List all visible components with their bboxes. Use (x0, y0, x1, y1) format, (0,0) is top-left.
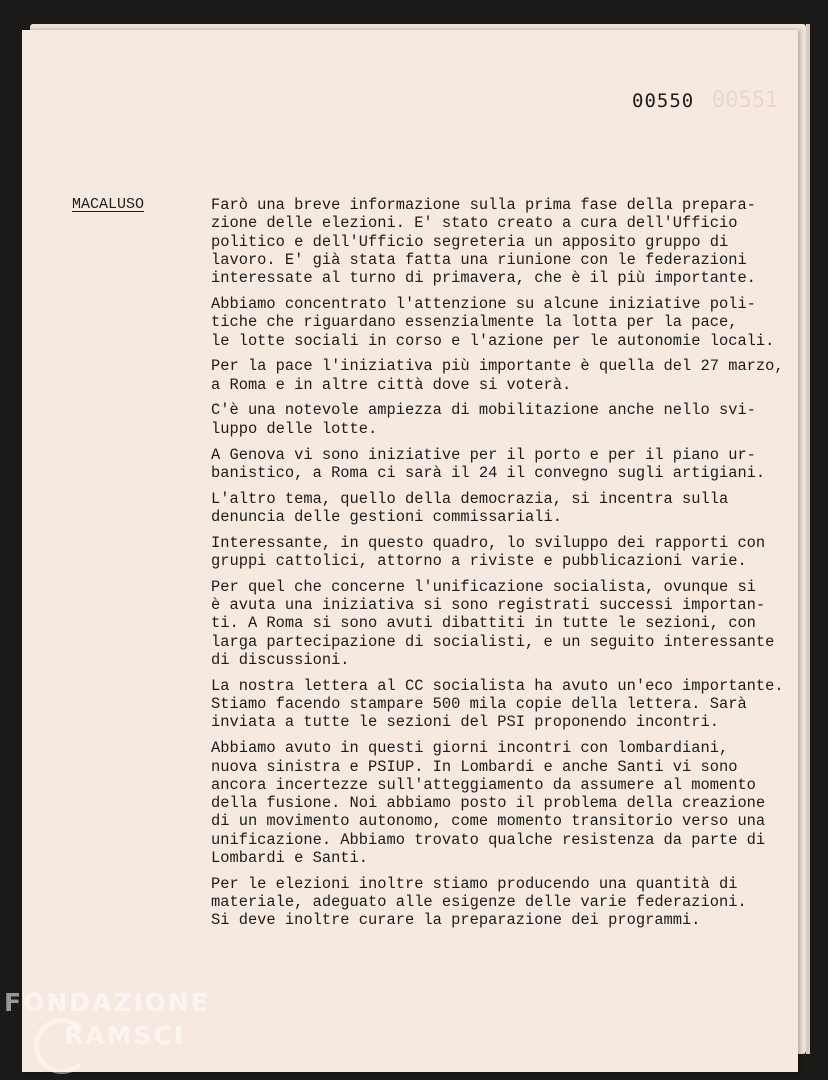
paragraph: Abbiamo avuto in questi giorni incontri con lombardiani, nuova sinistra e PSIUP. In Lombardi e anche Santi vi sono ancora incertezze sull'atteggiamento da assumere al momento della fusione. Noi abbiamo posto il problema della creazione di un movimento autonomo, come momento transitorio verso una unificazione. Abbiamo trovato qualche resistenza da parte di Lombardi e Santi. (211, 739, 766, 867)
watermark (4, 990, 210, 1048)
speech-body (211, 196, 801, 937)
paragraph: Per la pace l'iniziativa più importante è quella del 27 marzo, a Roma e in altre città dove si voterà. (211, 357, 784, 394)
paragraph: Farò una breve informazione sulla prima fase della prepara- zione delle elezioni. E' stato creato a cura dell'Ufficio politico e dell'Ufficio segreteria un apposito gruppo di lavoro. E' già stata fatta una riunione con le federazioni interessate al turno di primavera, che è il più importante. (211, 196, 756, 288)
paragraph: Per le elezioni inoltre stiamo producendo una quantità di materiale, adeguato alle esigenze delle varie federazioni. Si deve inoltre curare la preparazione dei programmi. (211, 874, 747, 930)
paragraph: L'altro tema, quello della democrazia, si incentra sulla denuncia delle gestioni commissariali. (211, 489, 729, 526)
watermark-line2: RAMSCI (64, 1021, 186, 1050)
page-number: 00550 (632, 90, 695, 112)
paragraph: Per quel che concerne l'unificazione socialista, ovunque si è avuta una iniziativa si sono registrati successi importan- ti. A Roma si sono avuti dibattiti in tutte le sezioni, con larga partecipazione di socialisti, e un seguito interessante di discussioni. (211, 577, 775, 670)
watermark-line1: FONDAZIONE (4, 988, 211, 1017)
document-page (22, 30, 798, 1072)
paragraph: Interessante, in questo quadro, lo sviluppo dei rapporti con gruppi cattolici, attorno a riviste e pubblicazioni varie. (211, 533, 766, 571)
paragraph: La nostra lettera al CC socialista ha avuto un'eco importante. Stiamo facendo stampare 500 mila copie della lettera. Sarà inviata a tutte le sezioni del PSI proponendo incontri. (211, 676, 784, 732)
ghost-page-number: 00551 (712, 88, 779, 113)
paragraph: A Genova vi sono iniziative per il porto e per il piano ur- banistico, a Roma ci sarà il 24 il convegno sugli artigiani. (211, 445, 766, 482)
page-edge (806, 24, 810, 1054)
speaker-name: MACALUSO (72, 196, 145, 213)
paragraph: Abbiamo concentrato l'attenzione su alcune iniziative poli- tiche che riguardano essenzialmente la lotta per la pace, le lotte sociali in corso e l'azione per le autonomie locali. (211, 294, 775, 350)
paragraph: C'è una notevole ampiezza di mobilitazione anche nello svi- luppo delle lotte. (211, 401, 756, 438)
